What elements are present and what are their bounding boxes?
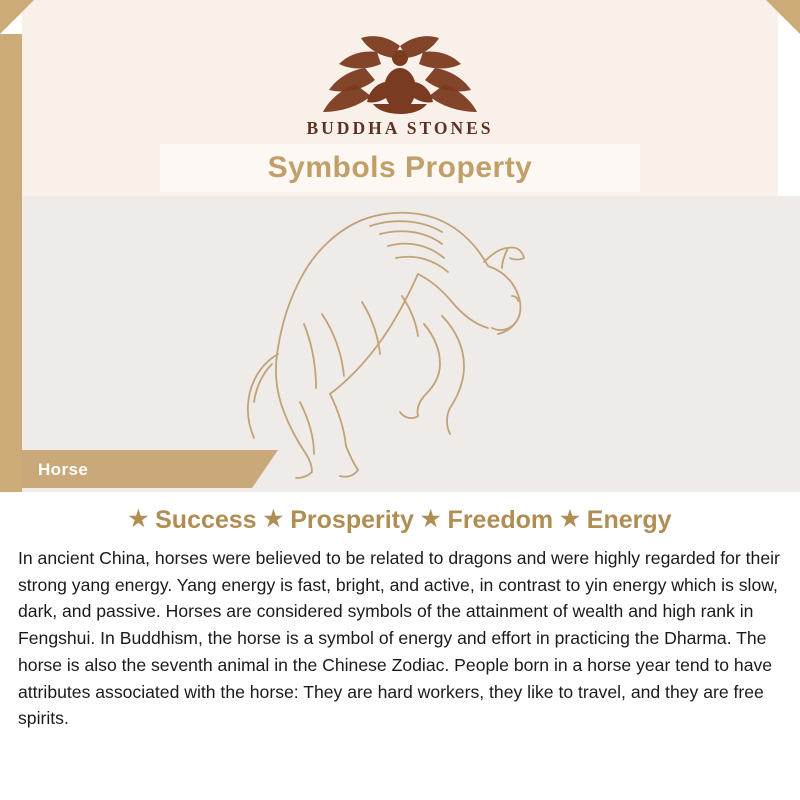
- keyword-freedom: Freedom: [447, 506, 554, 534]
- star-icon: ★: [263, 506, 284, 531]
- horse-line-drawing-icon: [212, 204, 592, 492]
- keywords-row: [0, 506, 800, 535]
- category-ribbon-tail: [252, 450, 278, 488]
- illustration-area: [22, 196, 800, 492]
- category-label: Horse: [38, 460, 89, 479]
- description-panel: [0, 492, 800, 800]
- title-plaque: [160, 144, 640, 192]
- keyword-success: Success: [155, 506, 257, 534]
- lotus-meditation-icon: [315, 22, 485, 114]
- left-edge-strip: [0, 34, 22, 492]
- description-text: In ancient China, horses were believed to be related to dragons and were highly regarded for their strong yang energy. Yang energy is fast, bright, and active, in contrast to yin energy which is slow, dark, and passive. Horses are considered symbols of the attainment of wealth and high rank in Fengshui. In Buddhism, the horse is a symbol of energy and effort in practicing the Dharma. The horse is also the seventh animal in the Chinese Zodiac. People born in a horse year tend to have attributes associated with the horse: They are hard workers, they like to travel, and they are free spirits.: [18, 548, 780, 729]
- keyword-energy: Energy: [586, 506, 672, 534]
- star-icon: ★: [560, 506, 580, 531]
- page-title: Symbols Property: [267, 151, 533, 184]
- brand-name: BUDDHA STONES: [306, 118, 494, 138]
- keyword-prosperity: Prosperity: [290, 506, 414, 534]
- star-icon: ★: [420, 506, 441, 531]
- brand-logo-block: [0, 22, 800, 139]
- star-icon: ★: [128, 506, 149, 531]
